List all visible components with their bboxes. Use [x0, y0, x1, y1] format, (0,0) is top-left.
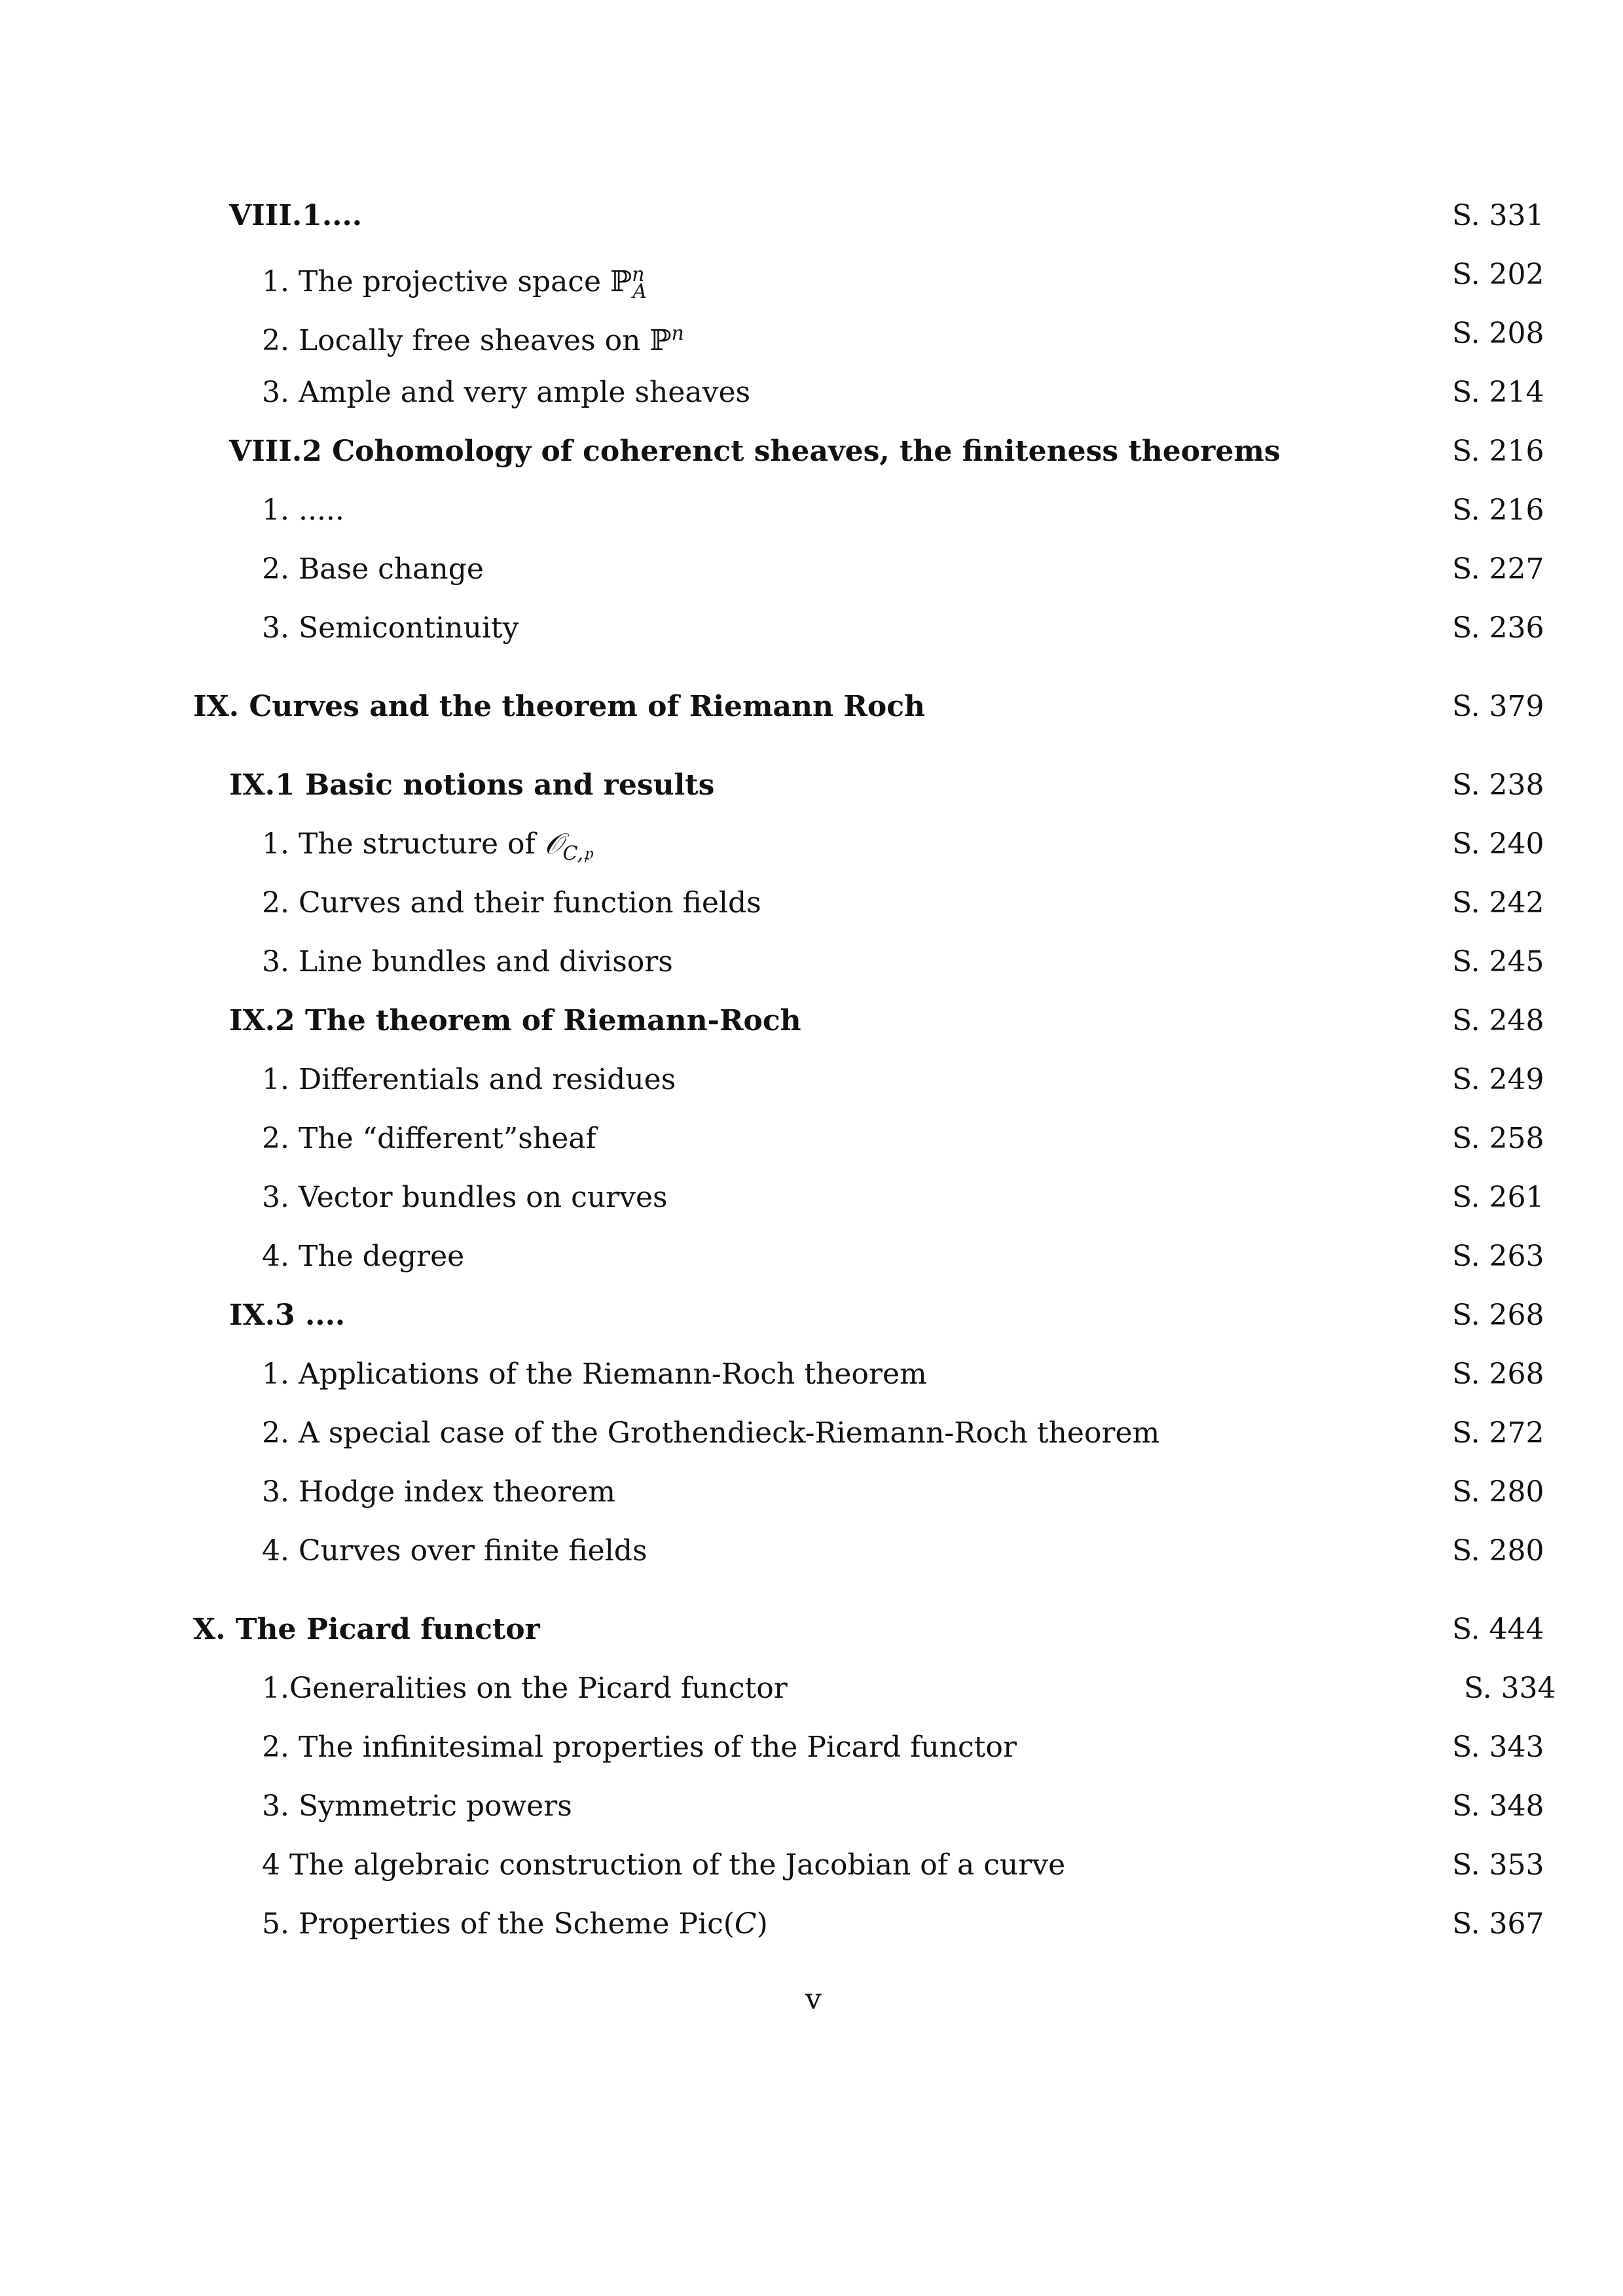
toc-page-number: S. 245: [1452, 945, 1544, 978]
toc-item-title: 4 The algebraic construction of the Jacobian of a curve: [262, 1848, 1066, 1882]
toc-page-number: S. 343: [1452, 1731, 1544, 1764]
toc-item-title: 3. Symmetric powers: [262, 1789, 572, 1823]
math-subscript: C,𝔭: [562, 842, 593, 865]
toc-page-number: S. 216: [1452, 435, 1544, 468]
toc-item: [0, 1116, 1623, 1162]
toc-item: [0, 1666, 1623, 1712]
toc-item-label-end: ): [756, 1907, 768, 1941]
toc-item: [0, 1469, 1623, 1515]
toc-page-number: S. 208: [1452, 317, 1544, 350]
toc-chapter-title: VIII.2 Cohomology of coherenct sheaves, the finiteness theorems: [229, 435, 1281, 468]
toc-item: [0, 605, 1623, 651]
toc-part-title: X. The Picard functor: [193, 1613, 540, 1646]
math-symbol: C: [734, 1907, 757, 1941]
math-symbol: ℙ: [610, 265, 632, 298]
toc-item-title: 3. Line bundles and divisors: [262, 945, 673, 978]
toc-item-label: 5. Properties of the Scheme Pic(: [262, 1907, 735, 1941]
toc-item: [0, 1528, 1623, 1574]
toc-entry-viii-1: [0, 193, 1623, 239]
toc-entry-viii-2: [0, 429, 1623, 475]
math-superscript: n: [632, 263, 645, 286]
toc-page-number: S. 261: [1452, 1181, 1544, 1214]
toc-item-title: [262, 311, 684, 364]
page-folio: v: [805, 1982, 822, 2016]
toc-item: [0, 821, 1623, 867]
toc-item-title: 1. .....: [262, 493, 344, 527]
toc-item-title: [262, 821, 593, 877]
toc-item: [0, 1410, 1623, 1456]
toc-item-title: 3. Semicontinuity: [262, 611, 519, 645]
toc-page-number: S. 280: [1452, 1475, 1544, 1509]
toc-page-number: S. 242: [1452, 886, 1544, 920]
toc-item-title: [262, 252, 647, 315]
toc-page-number: S. 331: [1452, 199, 1544, 232]
toc-item: [0, 1842, 1623, 1888]
toc-item: [0, 1352, 1623, 1397]
toc-page-number: S. 238: [1452, 768, 1544, 802]
toc-item-label: 1. The projective space: [262, 265, 610, 298]
toc-part-x: [0, 1607, 1623, 1653]
toc-item: [0, 547, 1623, 592]
toc-entry-ix-3: [0, 1293, 1623, 1338]
toc-item: [0, 1175, 1623, 1221]
toc-page-number: S. 334: [1464, 1672, 1556, 1705]
toc-item-title: 3. Vector bundles on curves: [262, 1181, 668, 1214]
toc-item: [0, 1725, 1623, 1770]
math-symbol: 𝒪: [544, 827, 563, 861]
toc-item-title: 4. Curves over finite fields: [262, 1534, 647, 1568]
math-subscript: A: [632, 280, 647, 303]
toc-item-title: 3. Hodge index theorem: [262, 1475, 615, 1509]
toc-item: [0, 370, 1623, 416]
toc-page-number: S. 258: [1452, 1122, 1544, 1155]
toc-item: [0, 1234, 1623, 1280]
toc-part-title: IX. Curves and the theorem of Riemann Roch: [193, 690, 926, 723]
toc-item: [0, 1784, 1623, 1829]
toc-entry-ix-2: [0, 998, 1623, 1044]
toc-page-number: S. 268: [1452, 1357, 1544, 1391]
toc-item-label: 2. Locally free sheaves on: [262, 324, 650, 357]
toc-item: [0, 1057, 1623, 1103]
toc-page-number: S. 227: [1452, 552, 1544, 586]
toc-chapter-title: IX.3 ....: [229, 1299, 346, 1332]
toc-page-number: S. 249: [1452, 1063, 1544, 1096]
toc-chapter-title: IX.1 Basic notions and results: [229, 768, 715, 802]
toc-page-number: S. 240: [1452, 827, 1544, 861]
toc-page-number: S. 216: [1452, 493, 1544, 527]
toc-item-title: 1. Differentials and residues: [262, 1063, 676, 1096]
toc-page-number: S. 348: [1452, 1789, 1544, 1823]
toc-page-number: S. 263: [1452, 1240, 1544, 1273]
toc-page-number: S. 272: [1452, 1416, 1544, 1450]
toc-item-title: 4. The degree: [262, 1240, 465, 1273]
toc-chapter-title: VIII.1....: [229, 199, 363, 232]
toc-item: [0, 252, 1623, 303]
toc-entry-ix-1: [0, 762, 1623, 808]
toc-item-label: 1. The structure of: [262, 827, 545, 861]
toc-item-title: 3. Ample and very ample sheaves: [262, 376, 751, 409]
toc-chapter-title: IX.2 The theorem of Riemann-Roch: [229, 1004, 801, 1037]
toc-item-title: 2. The infinitesimal properties of the Picard functor: [262, 1731, 1017, 1764]
toc-page-number: S. 444: [1452, 1613, 1544, 1646]
toc-item-title: 2. Curves and their function fields: [262, 886, 761, 920]
toc-page-number: S. 268: [1452, 1299, 1544, 1332]
toc-item: [0, 939, 1623, 985]
toc-page-number: S. 214: [1452, 376, 1544, 409]
toc-page-number: S. 236: [1452, 611, 1544, 645]
toc-item: [0, 880, 1623, 926]
toc-item-title: [262, 1901, 768, 1947]
math-superscript: n: [671, 322, 684, 345]
toc-page-number: S. 367: [1452, 1907, 1544, 1941]
math-symbol: ℙ: [649, 324, 672, 357]
toc-page-number: S. 202: [1452, 258, 1544, 291]
toc-item: [0, 488, 1623, 533]
toc-item: [0, 311, 1623, 357]
toc-item-title: 1. Applications of the Riemann-Roch theorem: [262, 1357, 927, 1391]
toc-item-title: 2. A special case of the Grothendieck-Riemann-Roch theorem: [262, 1416, 1160, 1450]
toc-page-number: S. 248: [1452, 1004, 1544, 1037]
toc-page-number: S. 353: [1452, 1848, 1544, 1882]
toc-page-number: S. 280: [1452, 1534, 1544, 1568]
toc-part-ix: [0, 684, 1623, 730]
toc-item: [0, 1901, 1623, 1947]
toc-item-title: 2. The “different”sheaf: [262, 1122, 596, 1155]
toc-item-title: 2. Base change: [262, 552, 484, 586]
toc-page-number: S. 379: [1452, 690, 1544, 723]
toc-item-title: 1.Generalities on the Picard functor: [262, 1672, 788, 1705]
